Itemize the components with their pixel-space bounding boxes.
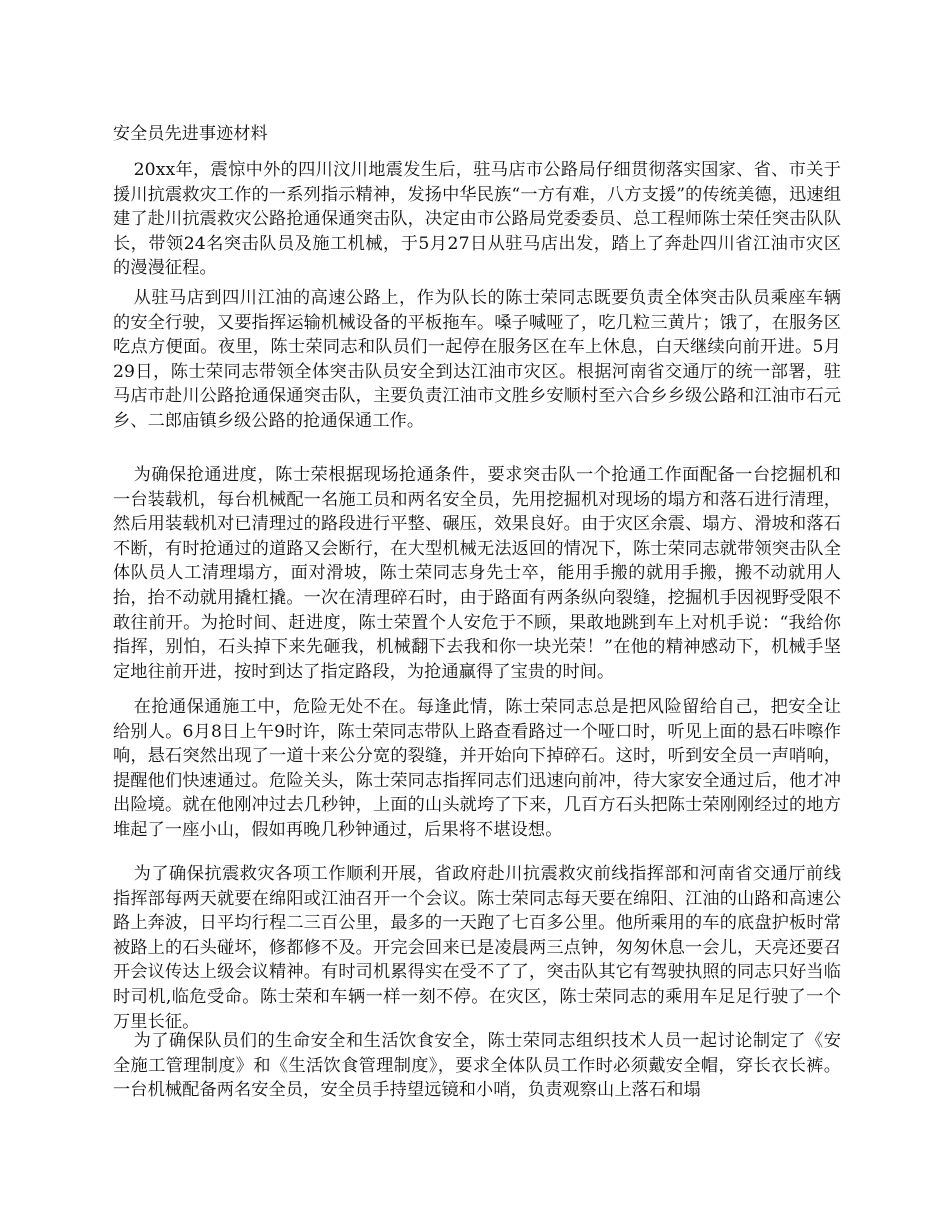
paragraph-1: 20xx年，震惊中外的四川汶川地震发生后，驻马店市公路局仔细贯彻落实国家、省、市关于援川抗震救灾工作的一系列指示精神，发扬中华民族“一方有难，八方支援”的传统美德，迅速组建了赴川抗震救灾公路抢通保通突击队，决定由市公路局党委委员、总工程师陈士荣任突击队队长，带领24名突击队员及施工机械，于5月27日从驻马店出发，踏上了奔赴四川省江油市灾区的漫漫征程。 <box>113 160 841 279</box>
paragraph-4: 在抢通保通施工中，危险无处不在。每逢此情，陈士荣同志总是把风险留给自己，把安全让给别人。6月8日上午9时许，陈士荣同志带队上路查看路过一个哑口时，听见上面的悬石咔嚓作响，悬石突然出现了一道十来公分宽的裂缝，并开始向下掉碎石。这时，听到安全员一声哨响，提醒他们快速通过。危险关头，陈士荣同志指挥同志们迅速向前冲，待大家安全通过后，他才冲出险境。就在他刚冲过去几秒钟，上面的山头就垮了下来，几百方石头把陈士荣刚刚经过的地方堆起了一座小山，假如再晚几秒钟通过，后果将不堪设想。 <box>113 697 841 840</box>
document-title: 安全员先进事迹材料 <box>113 124 268 144</box>
paragraph-2: 从驻马店到四川江油的高速公路上，作为队长的陈士荣同志既要负责全体突击队员乘座车辆的安全行驶，又要指挥运输机械设备的平板拖车。嗓子喊哑了，吃几粒三黄片；饿了，在服务区吃点方便面。夜里，陈士荣同志和队员们一起停在服务区在车上休息，白天继续向前开进。5月29日，陈士荣同志带领全体突击队员安全到达江油市灾区。根据河南省交通厅的统一部署，驻马店市赴川公路抢通保通突击队，主要负责江油市文胜乡安顺村至六合乡乡级公路和江油市石元乡、二郎庙镇乡级公路的抢通保通工作。 <box>113 288 841 431</box>
paragraph-3: 为确保抢通进度，陈士荣根据现场抢通条件，要求突击队一个抢通工作面配备一台挖掘机和一台装载机，每台机械配一名施工员和两名安全员，先用挖掘机对现场的塌方和落石进行清理，然后用装载机对已清理过的路段进行平整、碾压，效果良好。由于灾区余震、塌方、滑坡和落石不断，有时抢通过的道路又会断行，在大型机械无法返回的情况下，陈士荣同志就带领突击队全体队员人工清理塌方，面对滑坡，陈士荣同志身先士卒，能用手搬的就用手搬，搬不动就用人抬，抬不动就用撬杠撬。一次在清理碎石时，由于路面有两条纵向裂缝，挖掘机手因视野受限不敢往前开。为抢时间、赶进度，陈士荣置个人安危于不顾，果敢地跳到车上对机手说：“我给你指挥，别怕，石头掉下来先砸我，机械翻下去我和你一块光荣！”在他的精神感动下，机械手坚定地往前开进，按时到达了指定路段，为抢通赢得了宝贵的时间。 <box>113 465 841 682</box>
paragraph-5: 为了确保抗震救灾各项工作顺利开展，省政府赴川抗震救灾前线指挥部和河南省交通厅前线指挥部每两天就要在绵阳或江油召开一个会议。陈士荣同志每天要在绵阳、江油的山路和高速公路上奔波，日平均行程二三百公里，最多的一天跑了七百多公里。他所乘用的车的底盘护板时常被路上的石头碰坏，修都修不及。开完会回来已是凌晨两三点钟，匆匆休息一会儿，天亮还要召开会议传达上级会议精神。有时司机累得实在受不了了，突击队其它有驾驶执照的同志只好当临时司机,临危受命。陈士荣和车辆一样一刻不停。在灾区，陈士荣同志的乘用车足足行驶了一个万里长征。 <box>113 864 841 1032</box>
paragraph-6: 为了确保队员们的生命安全和生活饮食安全，陈士荣同志组织技术人员一起讨论制定了《安全施工管理制度》和《生活饮食管理制度》，要求全体队员工作时必须戴安全帽，穿长衣长裤。一台机械配备两名安全员，安全员手持望远镜和小哨，负责观察山上落石和塌 <box>113 1031 841 1101</box>
